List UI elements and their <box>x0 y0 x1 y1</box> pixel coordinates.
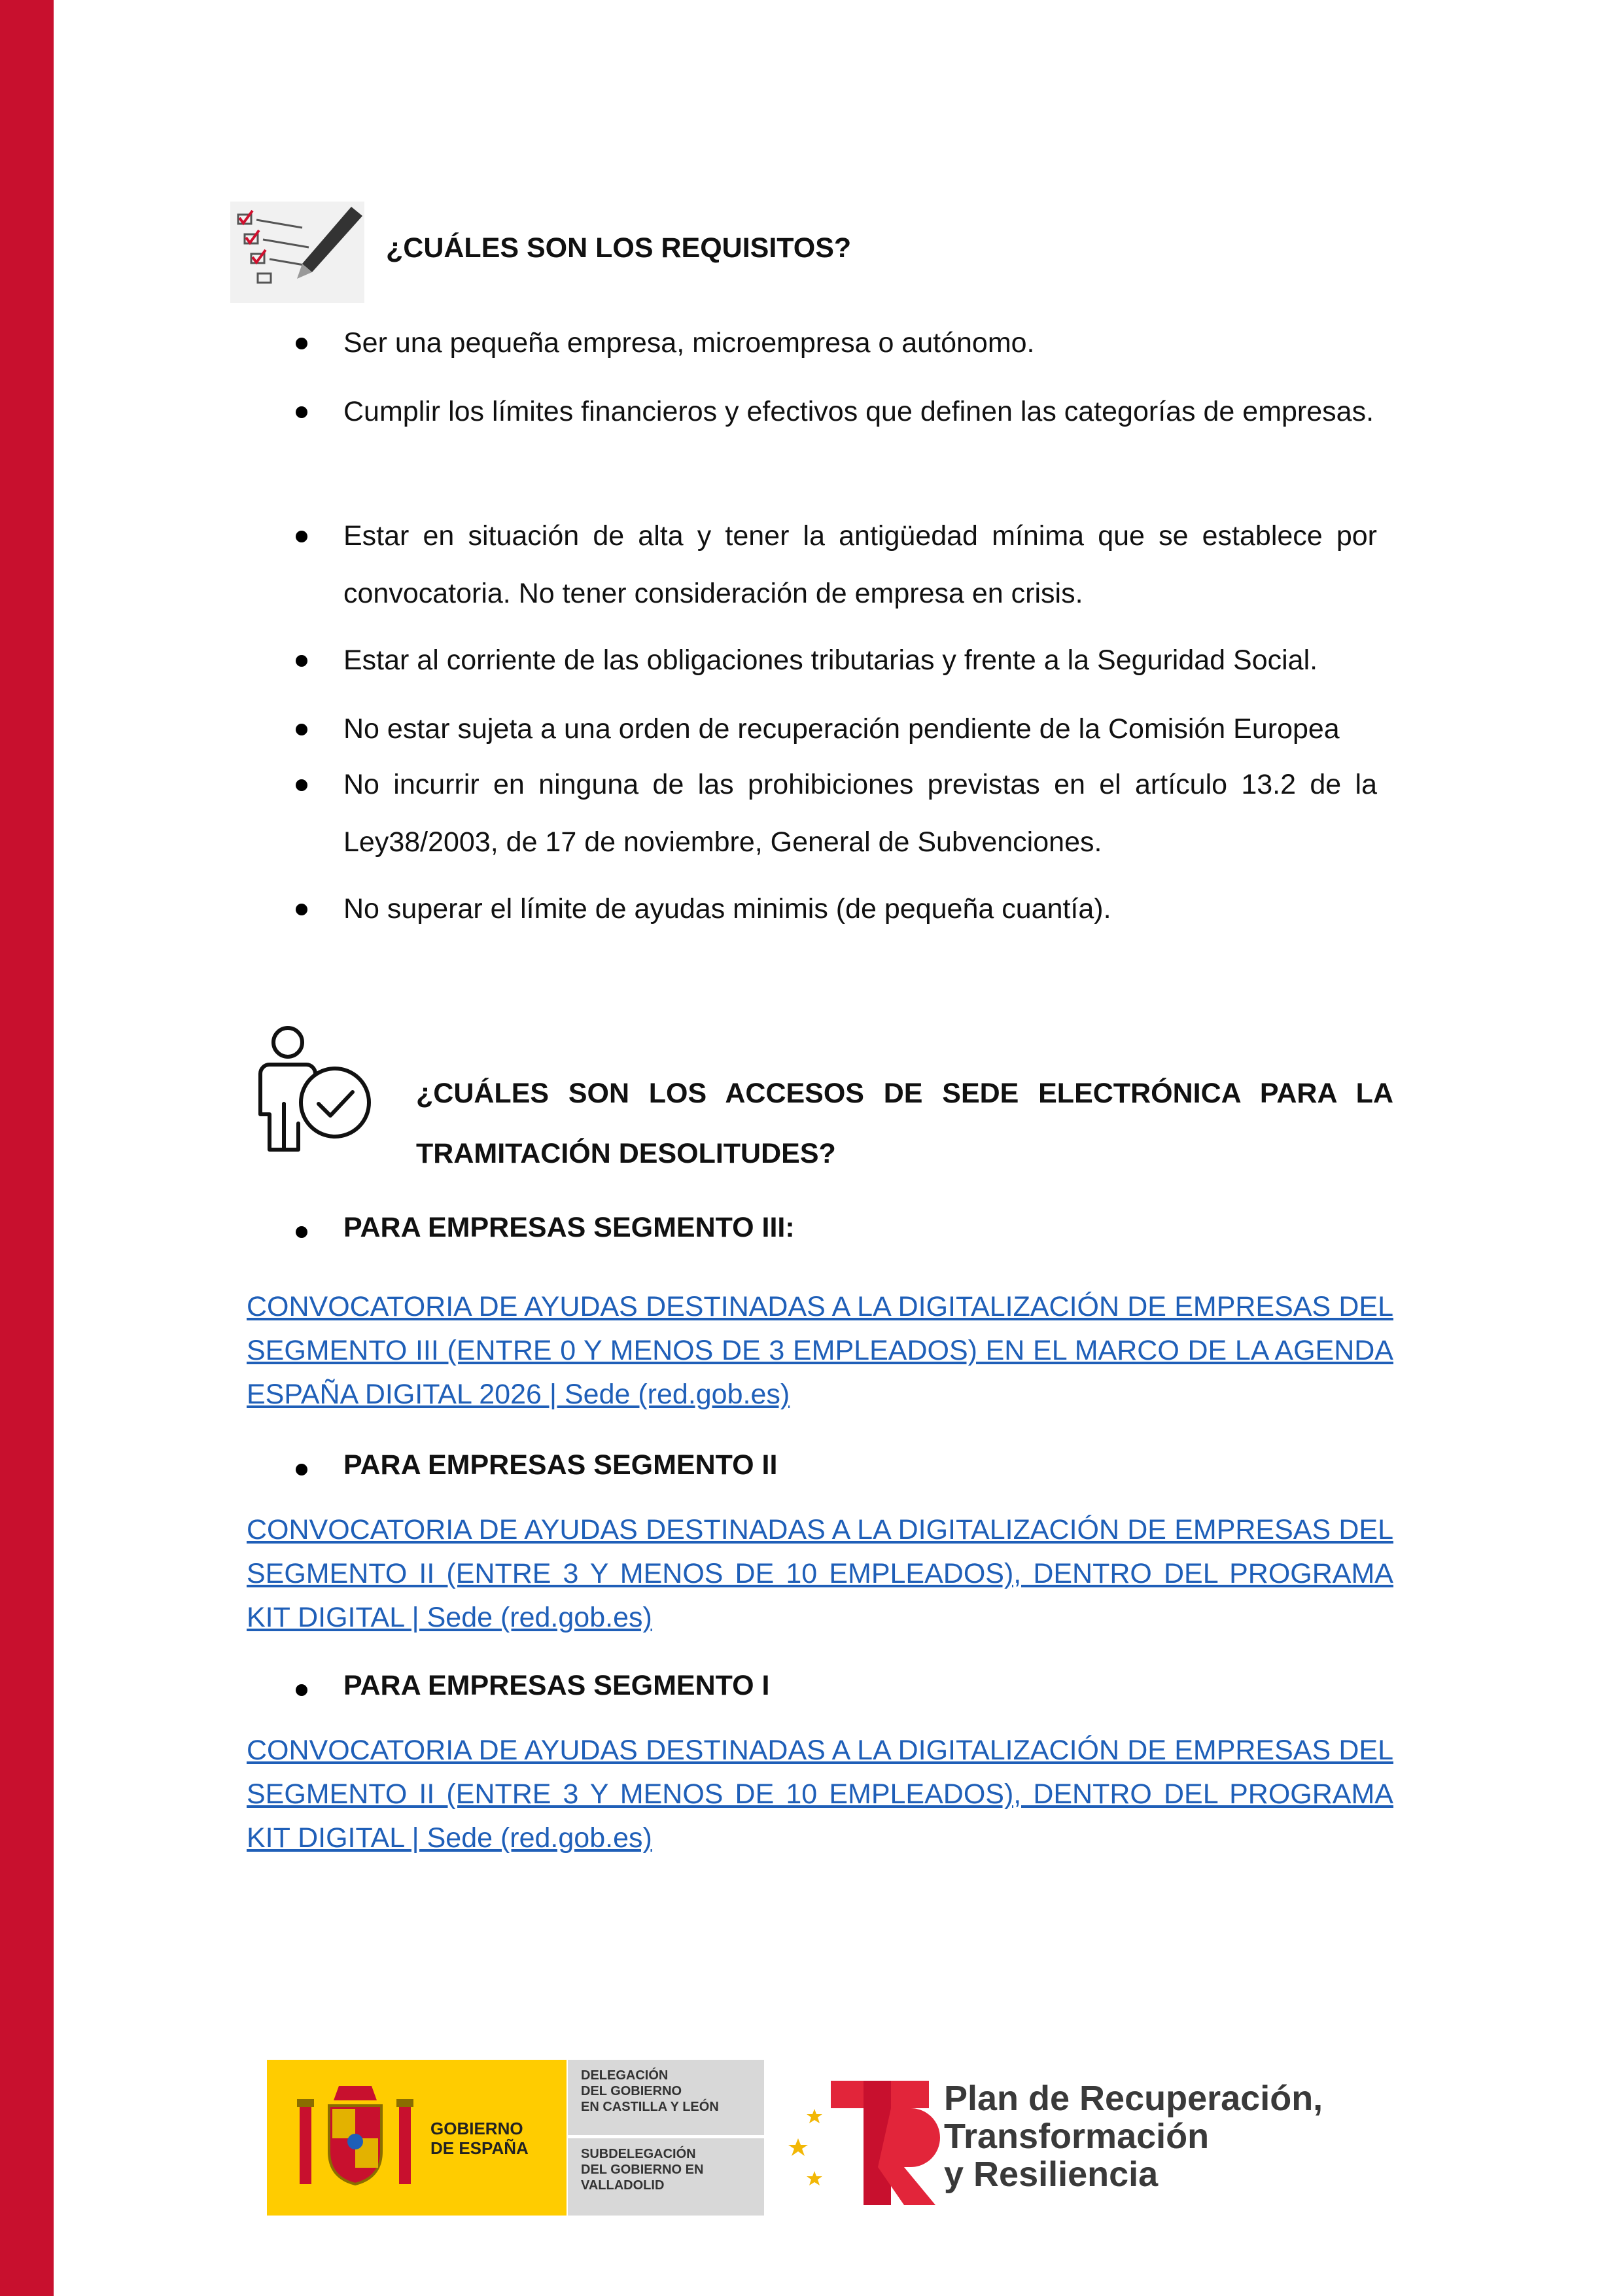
plan-recuperacion-text: Plan de Recuperación, Transformación y Resiliencia <box>944 2079 1323 2194</box>
bullet-icon <box>296 779 307 791</box>
segment-label: PARA EMPRESAS SEGMENTO I <box>343 1670 769 1702</box>
bullet-icon <box>296 1464 307 1475</box>
delegacion-box <box>568 2060 764 2135</box>
bullet-icon <box>296 406 307 418</box>
segment-label: PARA EMPRESAS SEGMENTO II <box>343 1449 777 1481</box>
person-check-icon <box>256 1024 374 1155</box>
sede-link-segment-ii[interactable]: CONVOCATORIA DE AYUDAS DESTINADAS A LA DIGITALIZACIÓN DE EMPRESAS DEL SEGMENTO II (ENTRE 3 Y MENOS DE 10 EMPLEADOS), DENTRO DEL PROGRAMA KIT DIGITAL | Sede (red.gob.es) <box>247 1514 1393 1633</box>
list-item: No estar sujeta a una orden de recuperación pendiente de la Comisión Europea <box>343 700 1377 758</box>
list-item: Cumplir los límites financieros y efectivos que definen las categorías de empresas. <box>343 383 1377 440</box>
bullet-icon <box>296 338 307 349</box>
list-item: Estar en situación de alta y tener la antigüedad mínima que se establece por convocatoria. No tener consideración de empresa en crisis. <box>343 507 1377 622</box>
section-heading-requisitos: ¿CUÁLES SON LOS REQUISITOS? <box>386 232 852 264</box>
bullet-icon <box>296 655 307 667</box>
list-item: Estar al corriente de las obligaciones tributarias y frente a la Seguridad Social. <box>343 631 1377 689</box>
prtr-logo-icon <box>785 2073 942 2210</box>
list-item: No incurrir en ninguna de las prohibiciones previstas en el artículo 13.2 de la Ley38/2003, de 17 de noviembre, General de Subvenciones. <box>343 756 1377 871</box>
sede-link-segment-i[interactable]: CONVOCATORIA DE AYUDAS DESTINADAS A LA DIGITALIZACIÓN DE EMPRESAS DEL SEGMENTO II (ENTRE 3 Y MENOS DE 10 EMPLEADOS), DENTRO DEL PROGRAMA KIT DIGITAL | Sede (red.gob.es) <box>247 1735 1393 1854</box>
bullet-icon <box>296 904 307 915</box>
side-red-bar <box>0 0 54 2296</box>
bullet-icon <box>296 531 307 542</box>
subdelegacion-box <box>568 2138 764 2216</box>
bullet-icon <box>296 724 307 735</box>
segment-label: PARA EMPRESAS SEGMENTO III: <box>343 1212 795 1244</box>
delegacion-text: DELEGACIÓN DEL GOBIERNO EN CASTILLA Y LEÓN <box>581 2068 719 2114</box>
list-item: No superar el límite de ayudas minimis (de pequeña cuantía). <box>343 880 1377 938</box>
sede-link-segment-iii[interactable]: CONVOCATORIA DE AYUDAS DESTINADAS A LA DIGITALIZACIÓN DE EMPRESAS DEL SEGMENTO III (ENTRE 0 Y MENOS DE 3 EMPLEADOS) EN EL MARCO DE LA AGENDA ESPAÑA DIGITAL 2026 | Sede (red.gob.es) <box>247 1291 1393 1410</box>
gobierno-de-espana-text: GOBIERNO DE ESPAÑA <box>430 2119 529 2158</box>
bullet-icon <box>296 1226 307 1238</box>
subdelegacion-text: SUBDELEGACIÓN DEL GOBIERNO EN VALLADOLID <box>581 2147 704 2193</box>
gobierno-logo <box>267 2060 567 2216</box>
checklist-pen-icon <box>230 202 364 303</box>
coat-of-arms-icon <box>293 2079 417 2197</box>
bullet-icon <box>296 1684 307 1696</box>
section-heading-accesos: ¿CUÁLES SON LOS ACCESOS DE SEDE ELECTRÓNICA PARA LA TRAMITACIÓN DESOLITUDES? <box>416 1078 1393 1169</box>
list-item: Ser una pequeña empresa, microempresa o autónomo. <box>343 314 1377 372</box>
